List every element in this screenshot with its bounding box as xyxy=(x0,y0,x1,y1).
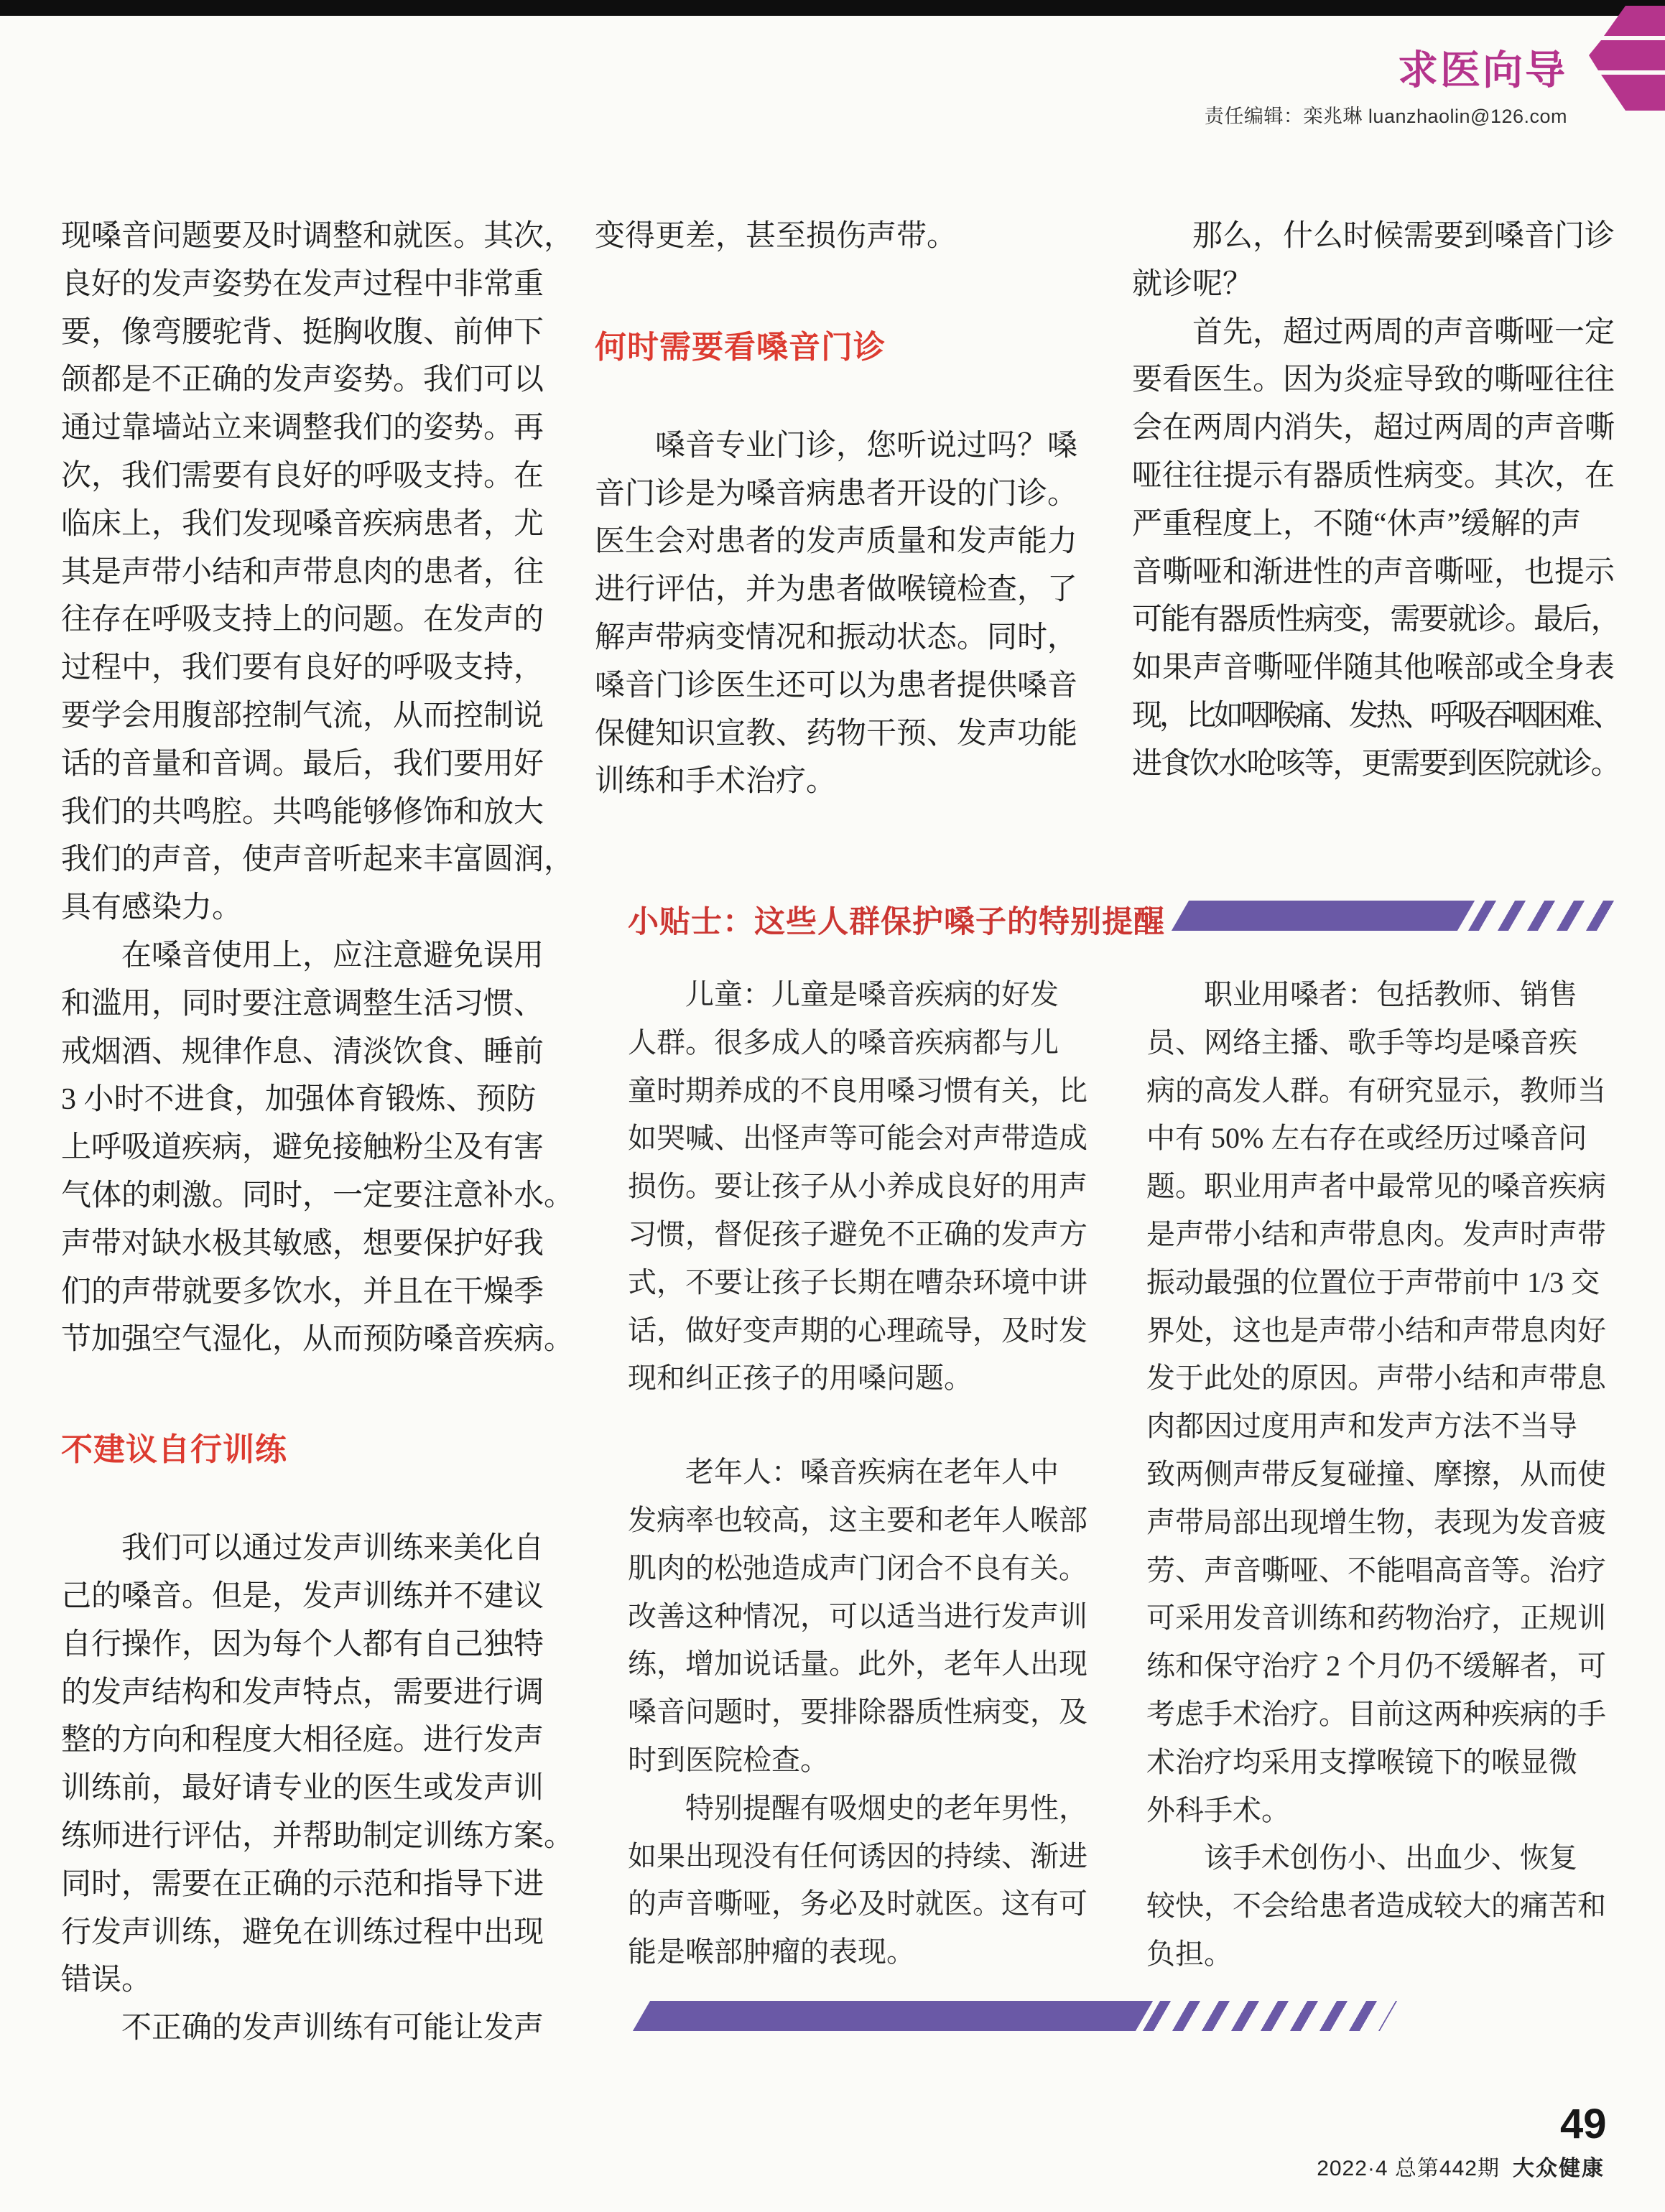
paragraph xyxy=(1132,309,1622,789)
text-line: 解声带病变情况和振动状态。同时， xyxy=(595,621,1078,654)
heading-voice-clinic: 何时需要看嗓音门诊 xyxy=(595,329,886,365)
text-line: 音门诊是为嗓音病患者开设的门诊。 xyxy=(595,477,1078,511)
text-line: 整的方向和程度大相径庭。进行发声 xyxy=(61,1724,544,1757)
text-line: 训练前，最好请专业的医生或发声训 xyxy=(61,1772,544,1806)
text-line: 严重程度上，不随“休声”缓解的声 xyxy=(1132,507,1582,541)
text-line: 可能有器质性病变，需要就诊。最后， xyxy=(1132,603,1620,637)
text-line: 声带局部出现增生物，表现为发音疲 xyxy=(1146,1505,1606,1538)
tip-paragraph-surgery xyxy=(1146,1834,1613,1978)
tip-paragraph-elderly-warning xyxy=(628,1785,1100,1976)
text-line: 练师进行评估，并帮助制定训练方案。 xyxy=(61,1819,575,1853)
text-line: 职业用嗓者：包括教师、销售 xyxy=(1146,978,1577,1010)
text-line: 错误。 xyxy=(61,1964,152,1997)
text-line: 式，不要让孩子长期在嘈杂环境中讲 xyxy=(628,1265,1087,1298)
tip-box-title: 小贴士：这些人群保护嗓子的特别提醒 xyxy=(628,905,1165,939)
text-line: 3 小时不进食，加强体育锻炼、预防 xyxy=(61,1083,537,1117)
paragraph xyxy=(61,2004,575,2053)
text-line: 我们的声音，使声音听起来丰富圆润， xyxy=(61,843,575,877)
text-line: 进食饮水呛咳等，更需要到医院就诊。 xyxy=(1132,747,1620,781)
text-line: 往存在呼吸支持上的问题。在发声的 xyxy=(61,603,544,637)
tip-column-left xyxy=(628,971,1100,1976)
page-top-edge xyxy=(0,0,1665,16)
paragraph xyxy=(595,422,1102,806)
text-line: 致两侧声带反复碰撞、摩擦，从而使 xyxy=(1146,1457,1606,1490)
text-line: 同时，需要在正确的示范和指导下进 xyxy=(61,1867,544,1901)
text-line: 训练和手术治疗。 xyxy=(595,765,837,799)
text-line: 不正确的发声训练有可能让发声 xyxy=(61,2012,544,2045)
text-line: 发病率也较高，这主要和老年人喉部 xyxy=(628,1503,1087,1536)
paragraph xyxy=(61,213,575,932)
text-line: 发于此处的原因。声带小结和声带息 xyxy=(1146,1362,1606,1395)
text-line: 特别提醒有吸烟史的老年男性， xyxy=(628,1791,1087,1824)
text-line: 行发声训练，避免在训练过程中出现 xyxy=(61,1915,544,1949)
text-line: 人群。很多成人的嗓音疾病都与儿 xyxy=(628,1026,1059,1059)
tip-title-bar-stripes xyxy=(1468,901,1618,931)
text-line: 负担。 xyxy=(1146,1937,1233,1970)
paragraph xyxy=(595,213,1102,261)
text-line: 保健知识宣教、药物干预、发声功能 xyxy=(595,717,1078,750)
text-line: 现，比如咽喉痛、发热、呼吸吞咽困难、 xyxy=(1132,699,1620,733)
paragraph xyxy=(61,1525,575,2004)
text-line: 员、网络主播、歌手等均是嗓音疾 xyxy=(1146,1026,1577,1059)
text-line: 劳、声音嘶哑、不能唱高音等。治疗 xyxy=(1146,1553,1606,1586)
text-line: 哑往往提示有器质性病变。其次，在 xyxy=(1132,459,1615,493)
text-line: 如哭喊、出怪声等可能会对声带造成 xyxy=(628,1122,1087,1155)
text-line: 外科手术。 xyxy=(1146,1793,1290,1826)
text-line: 上呼吸道疾病，避免接触粉尘及有害 xyxy=(61,1131,544,1165)
text-line: 嗓音门诊医生还可以为患者提供嗓音 xyxy=(595,669,1078,702)
section-title: 求医向导 xyxy=(1398,47,1567,93)
text-line: 考虑手术治疗。目前这两种疾病的手 xyxy=(1146,1697,1606,1730)
text-line: 习惯，督促孩子避免不正确的发声方 xyxy=(628,1217,1087,1250)
tip-paragraph-children xyxy=(628,971,1100,1403)
text-line: 病的高发人群。有研究显示，教师当 xyxy=(1146,1074,1606,1107)
tip-paragraph-elderly xyxy=(628,1449,1100,1785)
text-line: 肌肉的松弛造成声门闭合不良有关。 xyxy=(628,1551,1087,1584)
text-line: 要看医生。因为炎症导致的嘶哑往往 xyxy=(1132,363,1615,397)
text-line: 时到医院检查。 xyxy=(628,1743,829,1776)
text-line: 们的声带就要多饮水，并且在干燥季 xyxy=(61,1275,544,1309)
text-line: 改善这种情况，可以适当进行发声训 xyxy=(628,1599,1087,1632)
text-line: 能是喉部肿瘤的表现。 xyxy=(628,1936,915,1969)
text-line: 气体的刺激。同时，一定要注意补水。 xyxy=(61,1179,575,1212)
text-line: 音嘶哑和渐进性的声音嘶哑，也提示 xyxy=(1132,555,1615,589)
text-line: 和滥用，同时要注意调整生活习惯、 xyxy=(61,987,544,1021)
text-line: 我们可以通过发声训练来美化自 xyxy=(61,1532,544,1566)
text-line: 的发声结构和发声特点，需要进行调 xyxy=(61,1676,544,1709)
page-number: 49 xyxy=(1560,2101,1607,2147)
text-line: 较快，不会给患者造成较大的痛苦和 xyxy=(1146,1890,1606,1923)
text-line: 自行操作，因为每个人都有自己独特 xyxy=(61,1627,544,1661)
text-line: 临床上，我们发现嗓音疾病患者，尤 xyxy=(61,507,544,541)
text-line: 嗓音专业门诊，您听说过吗？嗓 xyxy=(595,429,1078,463)
text-line: 过程中，我们要有良好的呼吸支持， xyxy=(61,651,544,685)
text-line: 的声音嘶哑，务必及时就医。这有可 xyxy=(628,1887,1087,1920)
tip-paragraph-professionals xyxy=(1146,971,1613,1834)
text-line: 医生会对患者的发声质量和发声能力 xyxy=(595,525,1078,559)
bottom-bar-stripes xyxy=(1143,2001,1397,2031)
text-line: 中有 50% 左右存在或经历过嗓音问 xyxy=(1146,1122,1587,1155)
text-line: 振动最强的位置位于声带前中 1/3 交 xyxy=(1146,1265,1600,1298)
bottom-bar xyxy=(633,2001,1153,2031)
text-line: 己的嗓音。但是，发声训练并不建议 xyxy=(61,1579,544,1613)
text-line: 要，像弯腰驼背、挺胸收腹、前伸下 xyxy=(61,315,544,349)
text-line: 童时期养成的不良用嗓习惯有关，比 xyxy=(628,1074,1087,1107)
text-line: 其是声带小结和声带息肉的患者，往 xyxy=(61,555,544,589)
text-line: 该手术创伤小、出血少、恢复 xyxy=(1146,1841,1577,1874)
text-line: 肉都因过度用声和发声方法不当导 xyxy=(1146,1410,1577,1443)
text-line: 次，我们需要有良好的呼吸支持。在 xyxy=(61,459,544,493)
text-line: 嗓音问题时，要排除器质性病变，及 xyxy=(628,1696,1087,1729)
text-line: 练和保守治疗 2 个月仍不缓解者，可 xyxy=(1146,1650,1606,1683)
text-line: 练，增加说话量。此外，老年人出现 xyxy=(628,1648,1087,1681)
text-line: 良好的发声姿势在发声过程中非常重 xyxy=(61,267,544,301)
heading-no-self-training: 不建议自行训练 xyxy=(61,1432,287,1468)
text-line: 儿童：儿童是嗓音疾病的好发 xyxy=(628,978,1059,1010)
text-line: 变得更差，甚至损伤声带。 xyxy=(595,220,957,253)
text-line: 声带对缺水极其敏感，想要保护好我 xyxy=(61,1227,544,1260)
text-line: 要学会用腹部控制气流，从而控制说 xyxy=(61,699,544,733)
text-line: 可采用发音训练和药物治疗，正规训 xyxy=(1146,1602,1606,1635)
text-line: 界处，这也是声带小结和声带息肉好 xyxy=(1146,1314,1606,1347)
text-line: 节加强空气湿化，从而预防嗓音疾病。 xyxy=(61,1323,575,1357)
text-line: 术治疗均采用支撑喉镜下的喉显微 xyxy=(1146,1745,1577,1778)
text-line: 题。职业用声者中最常见的嗓音疾病 xyxy=(1146,1170,1606,1203)
issue-info xyxy=(1317,2150,1605,2182)
column-1 xyxy=(61,213,575,2053)
text-line: 具有感染力。 xyxy=(61,891,243,925)
brand-arrow-icon xyxy=(1589,6,1665,111)
text-line: 损伤。要让孩子从小养成良好的用声 xyxy=(628,1170,1087,1203)
column-3 xyxy=(1132,213,1622,789)
text-line: 老年人：嗓音疾病在老年人中 xyxy=(628,1456,1059,1489)
text-line: 话的音量和音调。最后，我们要用好 xyxy=(61,747,544,781)
text-line: 通过靠墙站立来调整我们的姿势。再 xyxy=(61,412,544,445)
text-line: 话，做好变声期的心理疏导，及时发 xyxy=(628,1314,1087,1347)
paragraph xyxy=(61,932,575,1364)
tip-column-right xyxy=(1146,971,1613,1979)
text-line: 如果出现没有任何诱因的持续、渐进 xyxy=(628,1839,1087,1872)
text-line: 那么，什么时候需要到嗓音门诊 xyxy=(1132,220,1615,253)
issue-number: 2022·4 总第442期 xyxy=(1317,2157,1500,2180)
editor-credit: 责任编辑：栾兆琳 luanzhaolin@126.com xyxy=(1204,106,1567,127)
text-line: 现嗓音问题要及时调整和就医。其次， xyxy=(61,220,575,253)
text-line: 现和纠正孩子的用嗓问题。 xyxy=(628,1362,973,1395)
column-2 xyxy=(595,213,1102,806)
text-line: 如果声音嘶哑伴随其他喉部或全身表 xyxy=(1132,651,1615,685)
text-line: 会在两周内消失，超过两周的声音嘶 xyxy=(1132,412,1615,445)
text-line: 颌都是不正确的发声姿势。我们可以 xyxy=(61,363,544,397)
paragraph xyxy=(1132,213,1622,309)
text-line: 戒烟酒、规律作息、清淡饮食、睡前 xyxy=(61,1035,544,1069)
magazine-name: 大众健康 xyxy=(1513,2157,1605,2180)
tip-title-bar xyxy=(1172,901,1475,931)
text-line: 就诊呢？ xyxy=(1132,267,1253,301)
text-line: 首先，超过两周的声音嘶哑一定 xyxy=(1132,315,1615,349)
text-line: 是声带小结和声带息肉。发声时声带 xyxy=(1146,1217,1606,1250)
text-line: 我们的共鸣腔。共鸣能够修饰和放大 xyxy=(61,795,544,829)
text-line: 在嗓音使用上，应注意避免误用 xyxy=(61,939,544,972)
text-line: 进行评估，并为患者做喉镜检查，了 xyxy=(595,573,1078,607)
